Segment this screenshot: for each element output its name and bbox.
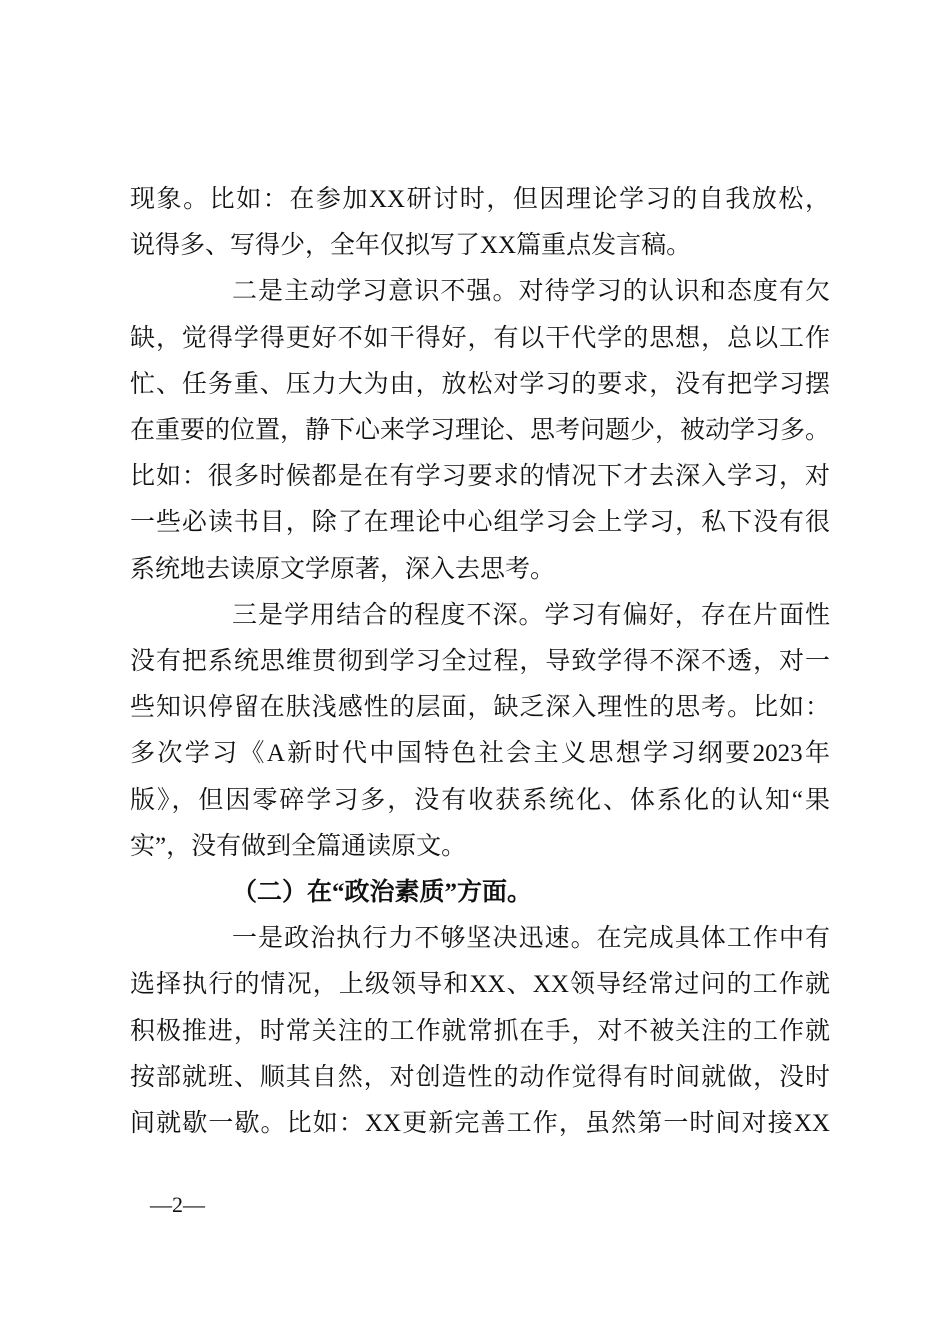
text-line: 积极推进，时常关注的工作就常抓在手，对不被关注的工作就: [130, 1017, 830, 1045]
text-line: 没有把系统思维贯彻到学习全过程，导致学得不深不透，对一: [130, 648, 830, 675]
text-line: 二是主动学习意识不强。对待学习的认识和态度有欠: [232, 278, 830, 306]
text-line: 比如：很多时候都是在有学习要求的情况下才去深入学习，对: [130, 463, 830, 491]
page-number: —2—: [150, 1192, 205, 1217]
text-line: 实”，没有做到全篇通读原文。: [130, 832, 467, 860]
text-line: 选择执行的情况，上级领导和XX、XX领导经常过问的工作就: [130, 971, 830, 999]
text-line: 版》，但因零碎学习多，没有收获系统化、体系化的认知“果: [130, 786, 830, 814]
text-line: 些知识停留在肤浅感性的层面，缺乏深入理性的思考。比如：: [130, 694, 830, 722]
text-line: 系统地去读原文学原著，深入去思考。: [130, 555, 556, 583]
text-line: 说得多、写得少，全年仅拟写了XX篇重点发言稿。: [130, 232, 692, 260]
text-line: 一是政治执行力不够坚决迅速。在完成具体工作中有: [232, 925, 830, 953]
text-line: 按部就班、顺其自然，对创造性的动作觉得有时间就做，没时: [130, 1063, 830, 1091]
text-line: 忙、任务重、压力大为由，放松对学习的要求，没有把学习摆: [130, 370, 830, 398]
text-line: 在重要的位置，静下心来学习理论、思考问题少，被动学习多。: [130, 417, 831, 444]
text-line: 缺，觉得学得更好不如干得好，有以干代学的思想，总以工作: [130, 324, 830, 352]
text-line: 三是学用结合的程度不深。学习有偏好，存在片面性: [232, 601, 830, 629]
text-line: 一些必读书目，除了在理论中心组学习会上学习，私下没有很: [130, 509, 830, 537]
text-line: 现象。比如：在参加XX研讨时，但因理论学习的自我放松，: [130, 186, 830, 213]
text-line: 多次学习《A新时代中国特色社会主义思想学习纲要2023年: [130, 740, 830, 768]
text-line: 间就歇一歇。比如：XX更新完善工作，虽然第一时间对接XX: [130, 1110, 830, 1137]
section-heading: （二）在“政治素质”方面。: [232, 879, 533, 906]
